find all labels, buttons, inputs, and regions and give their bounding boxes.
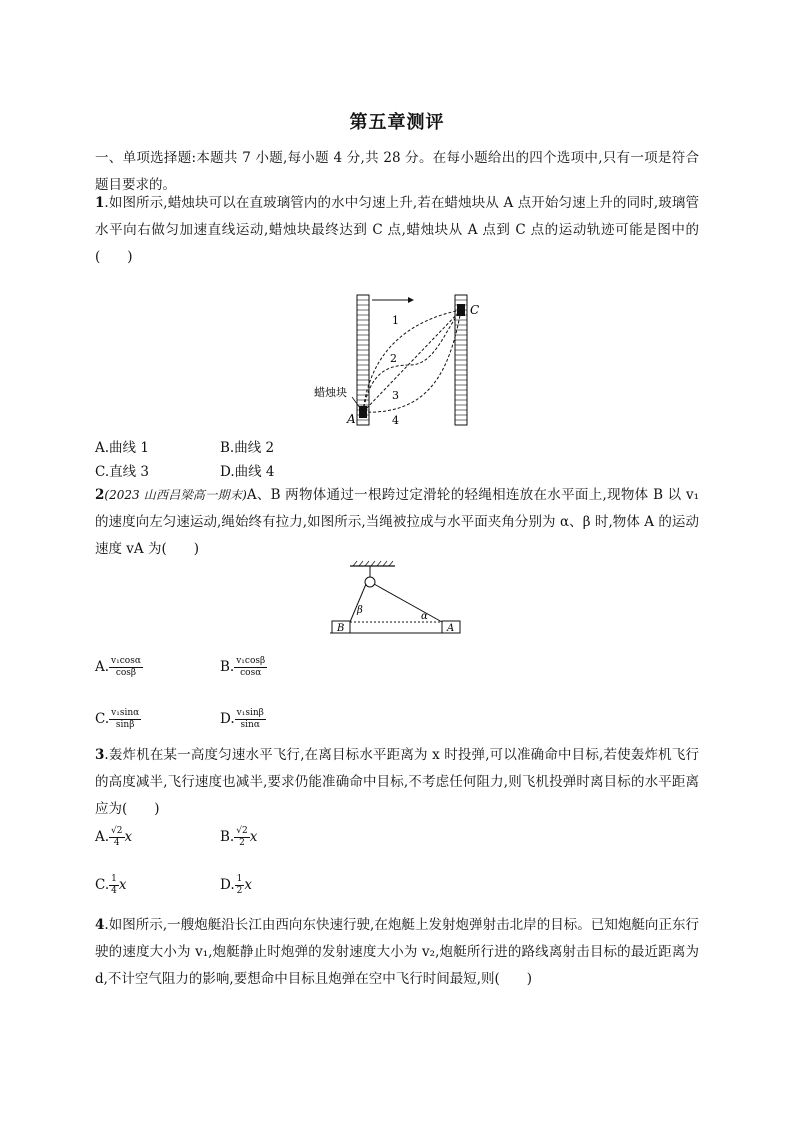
- option-a[interactable]: [95, 826, 132, 849]
- section-instructions: 一、单项选择题:本题共 7 小题,每小题 4 分,共 28 分。在每小题给出的四个选项中,只有一项是符合题目要求的。: [95, 150, 699, 193]
- question-3-options: [95, 826, 495, 906]
- denominator: sinβ: [115, 720, 135, 730]
- option-prefix: C.: [95, 877, 110, 893]
- question-stem: .如图所示,一艘炮艇沿长江由西向东快速行驶,在炮艇上发射炮弹射击北岸的目标。已知炮艇向正东行驶的速度大小为 v₁,炮艇静止时炮弹的发射速度大小为 v₂,炮艇所行进的路线离射击目标的最近距离为 d,不计空气阻力的影响,要想命中目标且炮弹在空中飞行时间最短,则( ): [95, 917, 699, 987]
- label-b: B: [337, 623, 345, 634]
- numerator: v₁sinβ: [236, 708, 264, 718]
- denominator: 2: [239, 838, 245, 848]
- pulley-figure: [325, 560, 465, 640]
- option-prefix: D.: [220, 877, 235, 893]
- option-a[interactable]: [95, 656, 143, 679]
- numerator: √2: [236, 826, 248, 836]
- question-number: 2: [95, 487, 105, 503]
- point-a-label: A: [347, 412, 356, 426]
- question-number: 1: [95, 195, 105, 211]
- option-prefix: B.: [220, 829, 235, 845]
- denominator: cosβ: [115, 668, 137, 678]
- numerator: 1: [111, 874, 117, 884]
- option-d[interactable]: [220, 708, 266, 731]
- fraction: [109, 656, 143, 679]
- label-beta: β: [357, 605, 363, 616]
- option-prefix: B.: [220, 659, 235, 675]
- denominator: cosα: [240, 668, 262, 678]
- curve-label-1: 1: [392, 314, 399, 327]
- fraction: [109, 708, 141, 731]
- option-suffix: x: [249, 829, 258, 845]
- pulley: [365, 577, 375, 587]
- curve-label-4: 4: [392, 414, 399, 427]
- question-stem: .如图所示,蜡烛块可以在直玻璃管内的水中匀速上升,若在蜡烛块从 A 点开始匀速上升的同时,玻璃管水平向右做匀加速直线运动,蜡烛块最终达到 C 点,蜡烛块从 A 点到 C 点的运动轨迹可能是图中的( ): [95, 195, 699, 265]
- option-c[interactable]: [95, 708, 141, 731]
- option-d[interactable]: [220, 874, 252, 897]
- fraction: [235, 708, 266, 731]
- label-alpha: α: [421, 611, 428, 622]
- numerator: √2: [111, 826, 123, 836]
- option-a[interactable]: A.曲线 1: [95, 440, 149, 456]
- question-number: 4: [95, 917, 105, 933]
- numerator: v₁cosα: [111, 656, 141, 666]
- question-1: [95, 190, 699, 271]
- option-prefix: D.: [220, 711, 235, 727]
- curve-label-3: 3: [392, 389, 399, 402]
- question-4: [95, 912, 699, 993]
- curve-label-2: 2: [390, 352, 397, 365]
- denominator: 2: [236, 886, 243, 896]
- question-2: [95, 482, 699, 563]
- option-suffix: x: [118, 877, 127, 893]
- point-c-label: C: [470, 303, 480, 317]
- fraction: [234, 656, 267, 679]
- option-prefix: C.: [95, 711, 110, 727]
- question-1-options: [95, 436, 495, 480]
- question-stem: A、B 两物体通过一根跨过定滑轮的轻绳相连放在水平面上,现物体 B 以 v₁ 的速度向左匀速运动,绳始终有拉力,如图所示,当绳被拉成与水平面夹角分别为 α、β 时,物体 A 的运动速度 vA 为( ): [95, 487, 700, 557]
- option-suffix: x: [244, 877, 252, 893]
- question-number: 3: [95, 747, 105, 763]
- candle-label: 蜡烛块: [314, 386, 347, 399]
- fraction: [235, 874, 245, 897]
- question-2-options: [95, 656, 495, 746]
- candle-tube-figure: [300, 290, 500, 430]
- page-title: 第五章测评: [349, 112, 445, 133]
- question-stem: .轰炸机在某一高度匀速水平飞行,在离目标水平距离为 x 时投弹,可以准确命中目标,若使轰炸机飞行的高度减半,飞行速度也减半,要求仍能准确命中目标,不考虑任何阻力,则飞机投弹时离目标的水平距离应为( ): [95, 747, 699, 817]
- denominator: sinα: [240, 720, 260, 730]
- option-d[interactable]: D.曲线 4: [220, 464, 275, 480]
- denominator: 4: [111, 886, 117, 896]
- label-a: A: [447, 623, 455, 634]
- option-prefix: A.: [95, 659, 110, 675]
- question-3: [95, 742, 699, 823]
- question-source: (2023 山西吕梁高一期末): [104, 488, 247, 502]
- option-b[interactable]: [220, 656, 267, 679]
- option-c[interactable]: [95, 874, 127, 897]
- option-b[interactable]: [220, 826, 257, 849]
- option-suffix: x: [124, 829, 133, 845]
- fraction: [109, 826, 124, 849]
- fraction: [234, 826, 249, 849]
- numerator: 1: [236, 874, 243, 884]
- fraction: [109, 874, 119, 897]
- numerator: v₁sinα: [111, 708, 140, 718]
- denominator: 4: [113, 838, 120, 848]
- option-b[interactable]: B.曲线 2: [220, 440, 275, 456]
- option-prefix: A.: [95, 829, 110, 845]
- option-c[interactable]: C.直线 3: [95, 464, 150, 480]
- numerator: v₁cosβ: [236, 656, 266, 666]
